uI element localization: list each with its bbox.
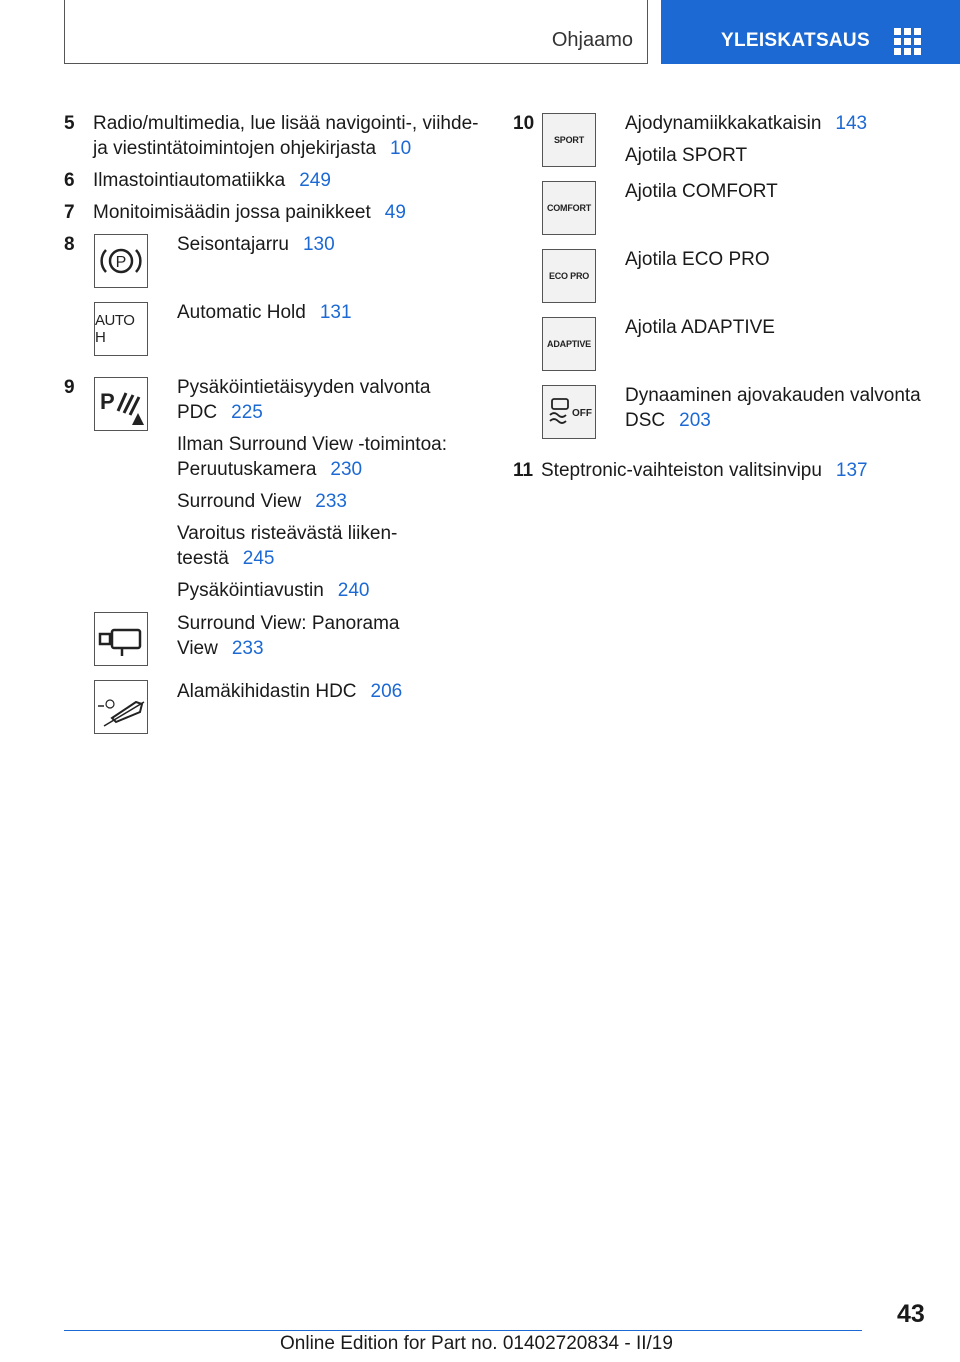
item-text: Ajodynamiikkakatkaisin 143: [625, 113, 868, 134]
item-number: 6: [64, 170, 75, 191]
page-ref-link[interactable]: 249: [299, 170, 331, 191]
item-text: Ajotila COMFORT: [625, 181, 778, 202]
camera-icon: [94, 612, 148, 666]
item-text: Monitoimisäädin jossa painikkeet 49: [93, 202, 406, 223]
page-ref-link[interactable]: 49: [384, 202, 406, 223]
sport-mode-icon: SPORT: [542, 113, 596, 167]
item-text: Varoitus risteävästä liiken-: [177, 523, 398, 544]
item-text: View 233: [177, 638, 264, 659]
item-number: 8: [64, 234, 75, 255]
item-text: Ajotila ECO PRO: [625, 249, 770, 270]
item-number: 9: [64, 377, 75, 398]
item-number: 5: [64, 113, 75, 134]
item-number: 10: [513, 113, 535, 134]
header-section-box: [64, 0, 648, 64]
hill-descent-icon: [94, 680, 148, 734]
page-ref-link[interactable]: 206: [370, 681, 403, 702]
item-text: PDC 225: [177, 402, 263, 423]
item-text: Alamäkihidastin HDC 206: [177, 681, 403, 702]
page-ref-link[interactable]: 143: [835, 113, 868, 134]
comfort-mode-icon: COMFORT: [542, 181, 596, 235]
item-text: Surround View 233: [177, 491, 347, 512]
item-text: Radio/multimedia, lue lisää navigointi-, viihde-: [93, 113, 479, 134]
page-ref-link[interactable]: 240: [337, 580, 370, 601]
item-number: 7: [64, 202, 75, 223]
page-ref-link[interactable]: 230: [330, 459, 363, 480]
item-text: Pysäköintietäisyyden valvonta: [177, 377, 431, 398]
item-text: ja viestintätoimintojen ohjekirjasta 10: [93, 138, 412, 159]
overview-tab-label: YLEISKATSAUS: [721, 30, 870, 51]
item-number: 11: [513, 460, 534, 481]
dsc-off-icon-text: OFF: [572, 408, 592, 419]
item-text: Steptronic-vaihteiston valitsinvipu 137: [541, 460, 868, 481]
item-text: Ilman Surround View -toimintoa:: [177, 434, 447, 455]
item-text: Dynaaminen ajovakauden valvonta: [625, 385, 921, 406]
svg-text:P: P: [100, 389, 115, 414]
item-text: Seisontajarru 130: [177, 234, 335, 255]
adaptive-mode-icon: ADAPTIVE: [542, 317, 596, 371]
section-title: Ohjaamo: [551, 29, 633, 51]
grid-icon: [894, 28, 922, 54]
eco-pro-mode-icon: ECO PRO: [542, 249, 596, 303]
footer-edition-text: Online Edition for Part no. 01402720834 - II/19: [280, 1333, 673, 1354]
dsc-off-icon: [542, 385, 596, 439]
parking-brake-icon: [94, 234, 148, 288]
page-ref-link[interactable]: 10: [390, 138, 412, 159]
page-ref-link[interactable]: 245: [242, 548, 275, 569]
svg-text:P: P: [115, 254, 127, 271]
parking-sensor-icon: [94, 377, 148, 431]
page-ref-link[interactable]: 225: [231, 402, 263, 423]
item-text: teestä 245: [177, 548, 275, 569]
item-text: Automatic Hold 131: [177, 302, 352, 323]
page-ref-link[interactable]: 131: [319, 302, 352, 323]
overview-tab[interactable]: [661, 0, 960, 64]
page-ref-link[interactable]: 233: [231, 638, 264, 659]
item-text: Ajotila ADAPTIVE: [625, 317, 775, 338]
page-ref-link[interactable]: 233: [315, 491, 347, 512]
item-text: DSC 203: [625, 410, 711, 431]
page-ref-link[interactable]: 203: [679, 410, 711, 431]
page-ref-link[interactable]: 130: [302, 234, 335, 255]
item-text: Surround View: Panorama: [177, 613, 400, 634]
item-text: Peruutuskamera 230: [177, 459, 363, 480]
page-number: 43: [897, 1300, 925, 1328]
page-ref-link[interactable]: 137: [835, 460, 868, 481]
auto-hold-icon: AUTO H: [94, 302, 148, 356]
item-text: Ajotila SPORT: [625, 145, 748, 166]
footer-divider: [64, 1330, 862, 1331]
item-text: Pysäköintiavustin 240: [177, 580, 370, 601]
item-text: Ilmastointiautomatiikka 249: [93, 170, 331, 191]
